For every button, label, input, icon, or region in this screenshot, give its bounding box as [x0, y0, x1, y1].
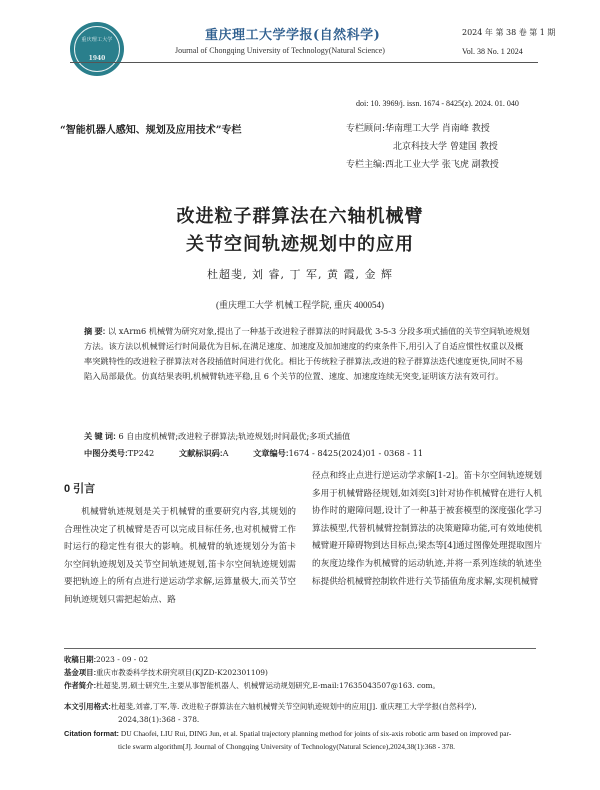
- citation-en-line-1: DU Chaofei, LIU Rui, DING Jun, et al. Spatial trajectory planning method for joints of six-axis robotic arm based on improved par-: [120, 729, 512, 738]
- author-list: 杜超斐, 刘 睿, 丁 军, 黄 霞, 金 辉: [207, 268, 393, 281]
- body-text-right-column: 径点和终止点进行逆运动学求解[1-2]。笛卡尔空间轨迹规划多用于机械臂路径规划,如刘奕[3]针对协作机械臂在进行人机协作时的避障问题,设计了一种基于被套模型的深度强化学习算法模型,代替机械臂控制算法的决策避障功能,可有效地使机械臂避开障碍物到达目标点;梁杰等[4]通过图像处理提取图片的灰度边缘作为机械臂的运动轨迹,并将一系列连续的轨迹坐标提供给机械臂控制软件进行关节插值角度求解,实现机械臂: [312, 471, 542, 587]
- paper-title-line-2: 关节空间轨迹规划中的应用: [186, 234, 414, 255]
- citation-en-label: Citation format:: [64, 729, 120, 738]
- received-value: 2023 - 09 - 02: [96, 655, 149, 664]
- abstract-label: 摘 要:: [84, 327, 106, 336]
- keywords: [84, 429, 530, 444]
- body-left-text: 机械臂轨迹规划是关于机械臂的重要研究内容,其规划的合理性决定了机械臂是否可以完成目标任务,也对机械臂工作时运行的稳定性有很大的影响。机械臂的轨迹规划分为笛卡尔空间轨迹规划及关节空间轨迹规划,笛卡尔空间轨迹规划需要把轨迹上的所有点进行逆运动学求解,运算量极大,而关节空间轨迹规划只需把起始点、路: [64, 507, 296, 605]
- received-label: 收稿日期:: [64, 655, 97, 664]
- received-date: [64, 653, 542, 666]
- advisor-line-2: 北京科技大学 曾建国 教授: [393, 142, 498, 152]
- logo-year: 1940: [88, 54, 106, 62]
- editor-line: 专栏主编:西北工业大学 张飞虎 副教授: [346, 160, 499, 170]
- university-logo: [70, 22, 124, 76]
- affiliation: (重庆理工大学 机械工程学院, 重庆 400054): [216, 300, 384, 310]
- citation-cn-label: 本文引用格式:: [64, 702, 111, 711]
- fund-value: 重庆市教委科学技术研究项目(KJZD-K202301109): [96, 668, 268, 677]
- fund-label: 基金项目:: [64, 668, 97, 677]
- article-id: 1674 - 8425(2024)01 - 0368 - 11: [288, 448, 424, 458]
- author-bio: [64, 679, 542, 692]
- logo-ring-text: 重庆理工大学: [81, 36, 113, 43]
- column-tag: “智能机器人感知、规划及应用技术”专栏: [60, 125, 242, 136]
- clc-label: 中图分类号:: [84, 449, 128, 458]
- journal-title-en: Journal of Chongqing University of Technology(Natural Science): [175, 46, 385, 55]
- body-text-left-column: [64, 504, 296, 610]
- citation-en-line-2: ticle swarm algorithm[J]. Journal of Chongqing University of Technology(Natural Science),2024,38(1):368 - 378.: [118, 742, 455, 751]
- paper-title-line-1: 改进粒子群算法在六轴机械臂: [176, 206, 424, 227]
- footnote-rule: [64, 648, 536, 649]
- keywords-text: 6 自由度机械臂;改进粒子群算法;轨迹规划;时间最优;多项式插值: [118, 431, 351, 441]
- citation-en: [64, 727, 542, 753]
- advisor-line-1: 专栏顾问:华南理工大学 肖南峰 教授: [346, 124, 490, 134]
- author-bio-label: 作者简介:: [64, 681, 97, 690]
- article-id-label: 文章编号:: [253, 449, 289, 458]
- issue-info-cn: 2024 年 第 38 卷 第 1 期: [462, 28, 556, 37]
- abstract-text: 以 xArm6 机械臂为研究对象,提出了一种基于改进粒子群算法的时间最优 3-5-3 分段多项式插值的关节空间轨迹规划方法。该方法以机械臂运行时间最优为目标,在满足速度、加速度及加加速度的约束条件下,用引入了自适应惯性权重以及概率突跳特性的改进粒子群算法对各段插值时间进行优化。相比于传统粒子群算法,改进的粒子群算法迭代速度更快,同时不易陷入局部最优。仿真结果表明,机械臂轨迹平稳,且 6 个关节的位置、速度、加速度连续无突变,证明该方法有效可行。: [84, 326, 530, 381]
- clc-number: TP242: [127, 448, 155, 458]
- section-heading-intro: 0 引言: [64, 483, 96, 495]
- keywords-label: 关 键 词:: [84, 432, 116, 441]
- citation-cn-line-2: 2024,38(1):368 - 378.: [118, 715, 200, 724]
- classification-line: [84, 446, 544, 461]
- citation-cn-line-1: 杜超斐,刘睿,丁军,等. 改进粒子群算法在六轴机械臂关节空间轨迹规划中的应用[J]. 重庆理工大学学报(自然科学),: [110, 702, 477, 711]
- citation-cn: [64, 700, 542, 726]
- author-bio-value: 杜超斐,男,硕士研究生,主要从事智能机器人、机械臂运动规划研究,E-mail:17635043507@163. com。: [96, 681, 440, 690]
- doc-code-label: 文献标识码:: [178, 449, 223, 458]
- journal-title-cn: 重庆理工大学学报(自然科学): [205, 28, 381, 43]
- abstract: [84, 324, 530, 384]
- fund-info: [64, 666, 542, 679]
- doc-code: A: [222, 448, 229, 458]
- doi-link[interactable]: doi: 10. 3969/j. issn. 1674 - 8425(z). 2024. 01. 040: [356, 99, 519, 108]
- issue-info-en: Vol. 38 No. 1 2024: [462, 47, 523, 56]
- header-rule: [70, 62, 538, 63]
